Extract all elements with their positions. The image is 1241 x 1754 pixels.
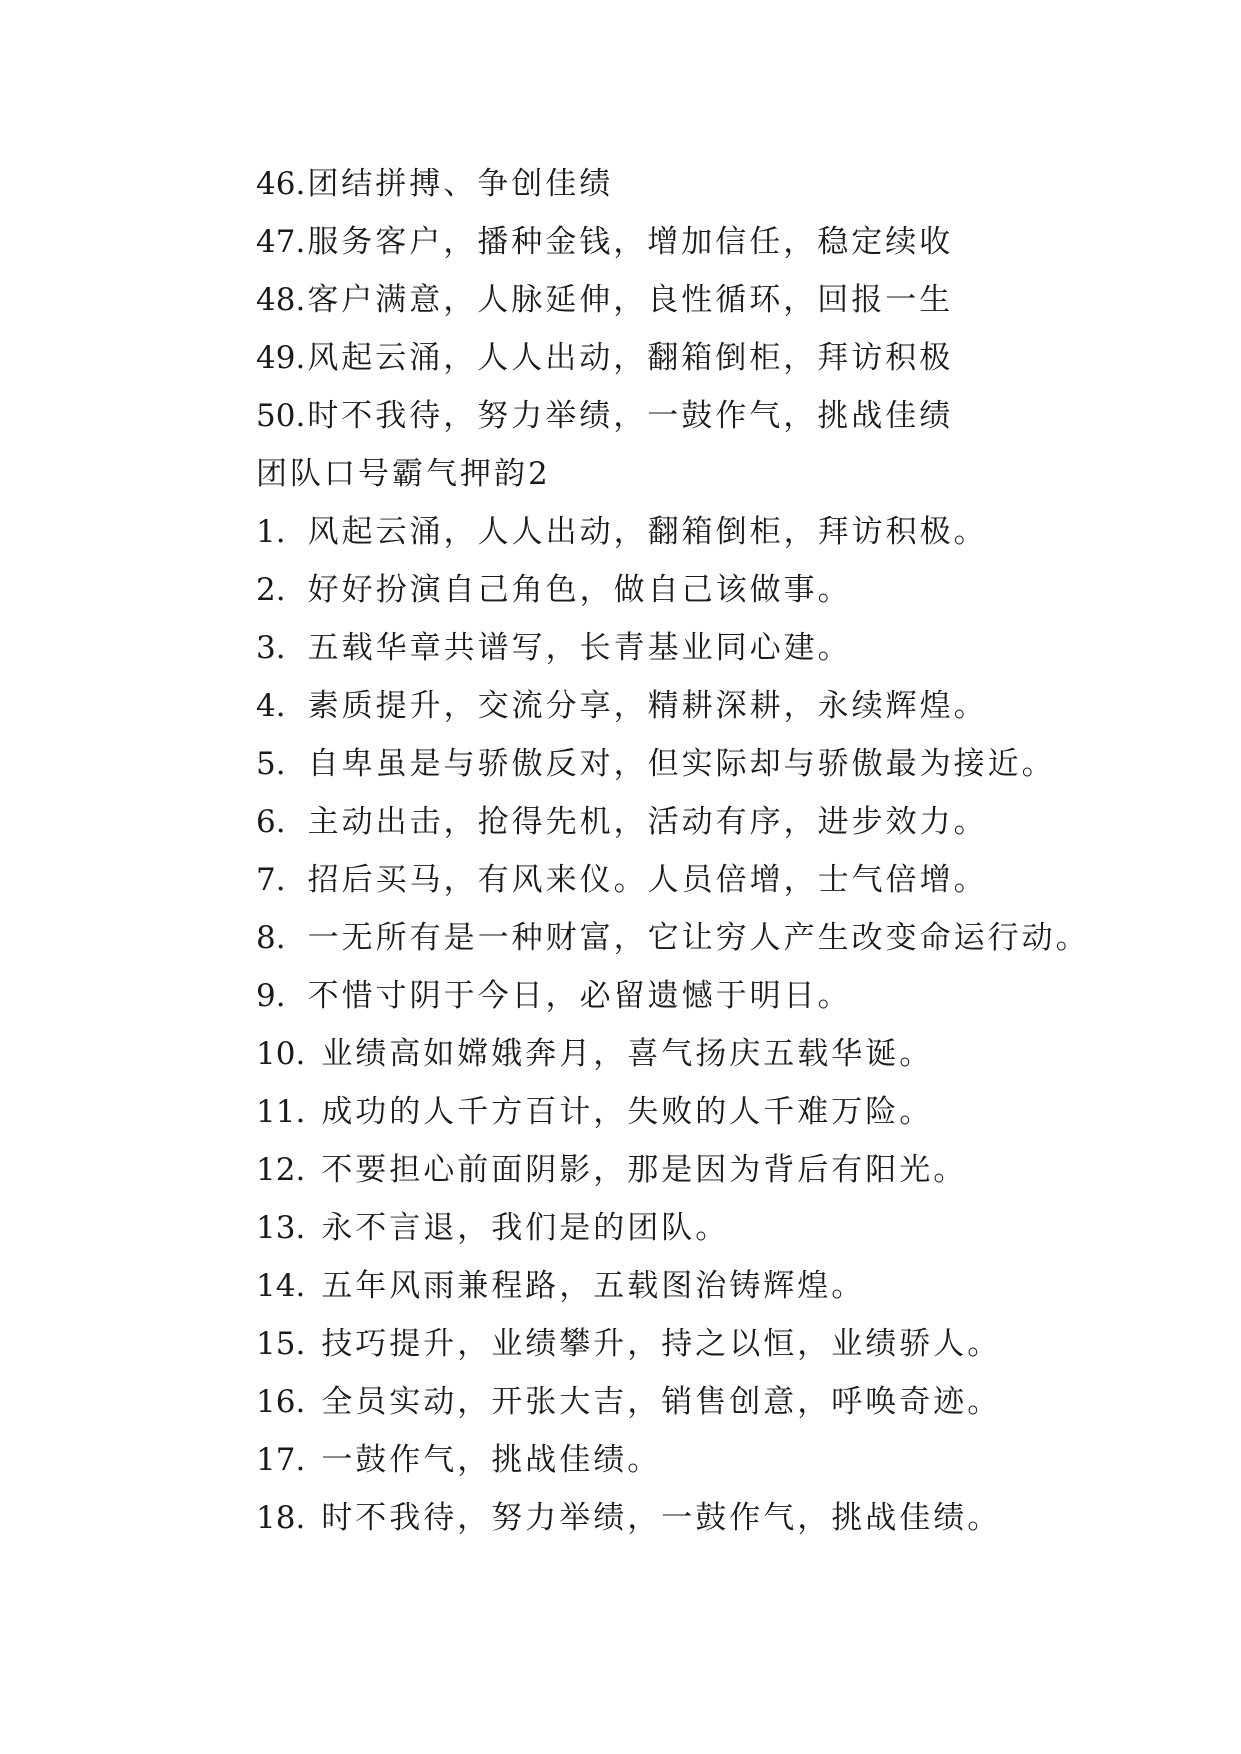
item-number: 46. [256,166,306,202]
list-item [256,1373,1196,1431]
item-text: 主动出击，抢得先机，活动有序，进步效力。 [307,804,988,840]
section-heading: 团队口号霸气押韵2 [256,456,551,492]
list-item [256,329,1196,387]
item-text: 技巧提升，业绩攀升，持之以恒，业绩骄人。 [321,1326,1002,1362]
list-item [256,735,1196,793]
item-text: 风起云涌，人人出动，翻箱倒柜，拜访积极 [307,340,954,376]
item-text: 一鼓作气，挑战佳绩。 [321,1442,662,1478]
item-text: 永不言退，我们是的团队。 [321,1210,730,1246]
item-text: 一无所有是一种财富，它让穷人产生改变命运行动。 [307,920,1090,956]
list-item [256,213,1196,271]
item-number: 4. [256,688,286,724]
item-number: 11. [256,1094,306,1130]
item-number: 16. [256,1384,306,1420]
list-item [256,909,1196,967]
list-item [256,1141,1196,1199]
list-item [256,387,1196,445]
item-number: 1. [256,514,286,550]
item-number: 50. [256,398,306,434]
list-item [256,271,1196,329]
item-text: 时不我待，努力举绩，一鼓作气，挑战佳绩 [307,398,954,434]
item-text: 服务客户，播种金钱，增加信任，稳定续收 [307,224,954,260]
item-number: 7. [256,862,286,898]
item-number: 6. [256,804,286,840]
item-text: 不惜寸阴于今日，必留遗憾于明日。 [307,978,852,1014]
list-item [256,619,1196,677]
item-text: 招后买马，有风来仪。人员倍增，士气倍增。 [307,862,988,898]
item-text: 五年风雨兼程路，五载图治铸辉煌。 [321,1268,866,1304]
item-number: 14. [256,1268,306,1304]
item-number: 8. [256,920,286,956]
list-item [256,967,1196,1025]
item-number: 9. [256,978,286,1014]
list-item [256,1489,1196,1547]
item-number: 5. [256,746,286,782]
item-text: 团结拼搏、争创佳绩 [307,166,614,202]
list-item [256,677,1196,735]
item-text: 客户满意，人脉延伸，良性循环，回报一生 [307,282,954,318]
item-text: 好好扮演自己角色，做自己该做事。 [307,572,852,608]
item-number: 3. [256,630,286,666]
item-text: 五载华章共谱写，长青基业同心建。 [307,630,852,666]
list-item [256,155,1196,213]
item-text: 不要担心前面阴影，那是因为背后有阳光。 [321,1152,968,1188]
list-item [256,1431,1196,1489]
list-item [256,1315,1196,1373]
item-number: 18. [256,1500,306,1536]
item-text: 素质提升，交流分享，精耕深耕，永续辉煌。 [307,688,988,724]
list-item [256,503,1196,561]
list-item [256,1257,1196,1315]
item-number: 13. [256,1210,306,1246]
list-item [256,1083,1196,1141]
item-text: 自卑虽是与骄傲反对，但实际却与骄傲最为接近。 [307,746,1056,782]
item-number: 47. [256,224,306,260]
list-item [256,561,1196,619]
item-number: 49. [256,340,306,376]
item-text: 时不我待，努力举绩，一鼓作气，挑战佳绩。 [321,1500,1002,1536]
item-number: 48. [256,282,306,318]
list-item [256,793,1196,851]
item-number: 2. [256,572,286,608]
item-number: 12. [256,1152,306,1188]
list-item [256,1025,1196,1083]
item-number: 17. [256,1442,306,1478]
list-item [256,851,1196,909]
item-text: 成功的人千方百计，失败的人千难万险。 [321,1094,934,1130]
list-item [256,1199,1196,1257]
item-text: 业绩高如嫦娥奔月，喜气扬庆五载华诞。 [321,1036,934,1072]
item-number: 15. [256,1326,306,1362]
item-text: 风起云涌，人人出动，翻箱倒柜，拜访积极。 [307,514,988,550]
item-text: 全员实动，开张大吉，销售创意，呼唤奇迹。 [321,1384,1002,1420]
item-number: 10. [256,1036,306,1072]
document-body [256,155,1196,1547]
